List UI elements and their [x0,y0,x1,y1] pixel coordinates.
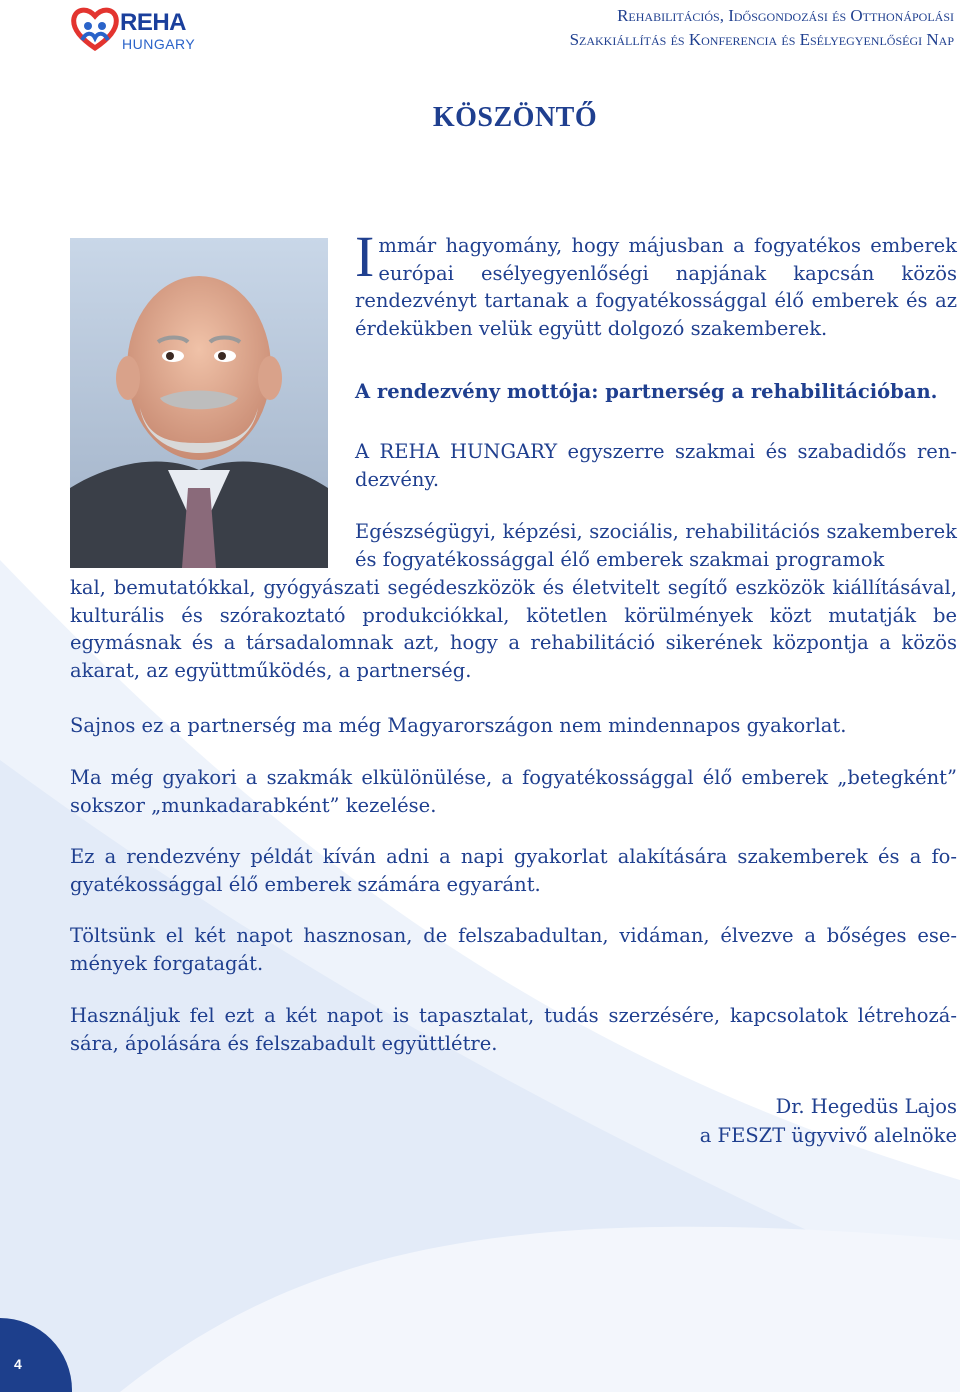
running-header [570,4,954,52]
page-number: 4 [14,1356,22,1372]
intro-paragraph [355,224,957,342]
paragraph-5: Ma még gyakori a szakmák elkülönülése, a fogyatékossággal élő emberek „betegként” sokszor „munkadarabként” kezelése. [70,766,957,817]
motto-paragraph: A rendezvény mottója: partnerség a rehabilitációban. [355,380,938,403]
paragraph-6: Ez a rendezvény példát kíván adni a napi gyakorlat alakítására szakemberek és a fogyatékossággal élő emberek számára egyaránt. [70,845,957,896]
drop-cap: I [355,224,375,289]
heart-people-icon [70,4,120,52]
paragraph-3-narrow: Egészségügyi, képzési, szociális, rehabilitációs szakemberek és fogyatékossággal élő emberek szakmai programok [355,520,957,571]
signature-name: Dr. Hegedüs Lajos [775,1095,957,1118]
signature-role: a FESZT ügyvivő alelnöke [699,1124,957,1147]
logo-hungary-text: HUNGARY [122,36,196,52]
reha-hungary-logo [70,4,230,52]
paragraph-8: Használjuk fel ezt a két napot is tapasztalat, tudás szerzésére, kapcsolatok létrehozására, ápolására és felszabadult együttlétre. [70,1004,957,1055]
intro-text: mmár hagyomány, hogy májusban a fogyatékos emberek európai esélyegyenlőségi napjának kapcsán közös rendezvényt tartanak a fogyatékossággal élő emberek és az érdekükben velük együtt dolgozó szakemberek. [355,234,957,340]
paragraph-7: Töltsünk el két napot hasznosan, de felszabadultan, vidáman, élvezve a bőséges események forgatagát. [70,924,957,975]
header-line-2: Szakkiállítás és Konferencia és Esélyegyenlőségi Nap [569,30,954,49]
paragraph-3-full: kal, bemutatókkal, gyógyászati segédeszközök és életvitelt segítő eszközök kiállításával, kulturális és szórakoztató produkciókkal, kötetlen körülmények közt mutatják be egymásnak és a társadalomnak azt, hogy a rehabilitáció sikerének központja a közös akarat, az együttműködés, a partnerség. [70,576,957,682]
logo-reha-text: REHA [120,9,187,36]
page-title: KÖSZÖNTŐ [432,102,598,133]
paragraph-4: Sajnos ez a partnerség ma még Magyarországon nem mindennapos gyakorlat. [70,714,847,737]
header-line-1: Rehabilitációs, Idősgondozási és Otthonápolási [617,6,954,25]
portrait-photo [70,238,328,568]
signature [700,1092,957,1150]
paragraph-2: A REHA HUNGARY egyszerre szakmai és szabadidős rendezvény. [355,440,957,491]
